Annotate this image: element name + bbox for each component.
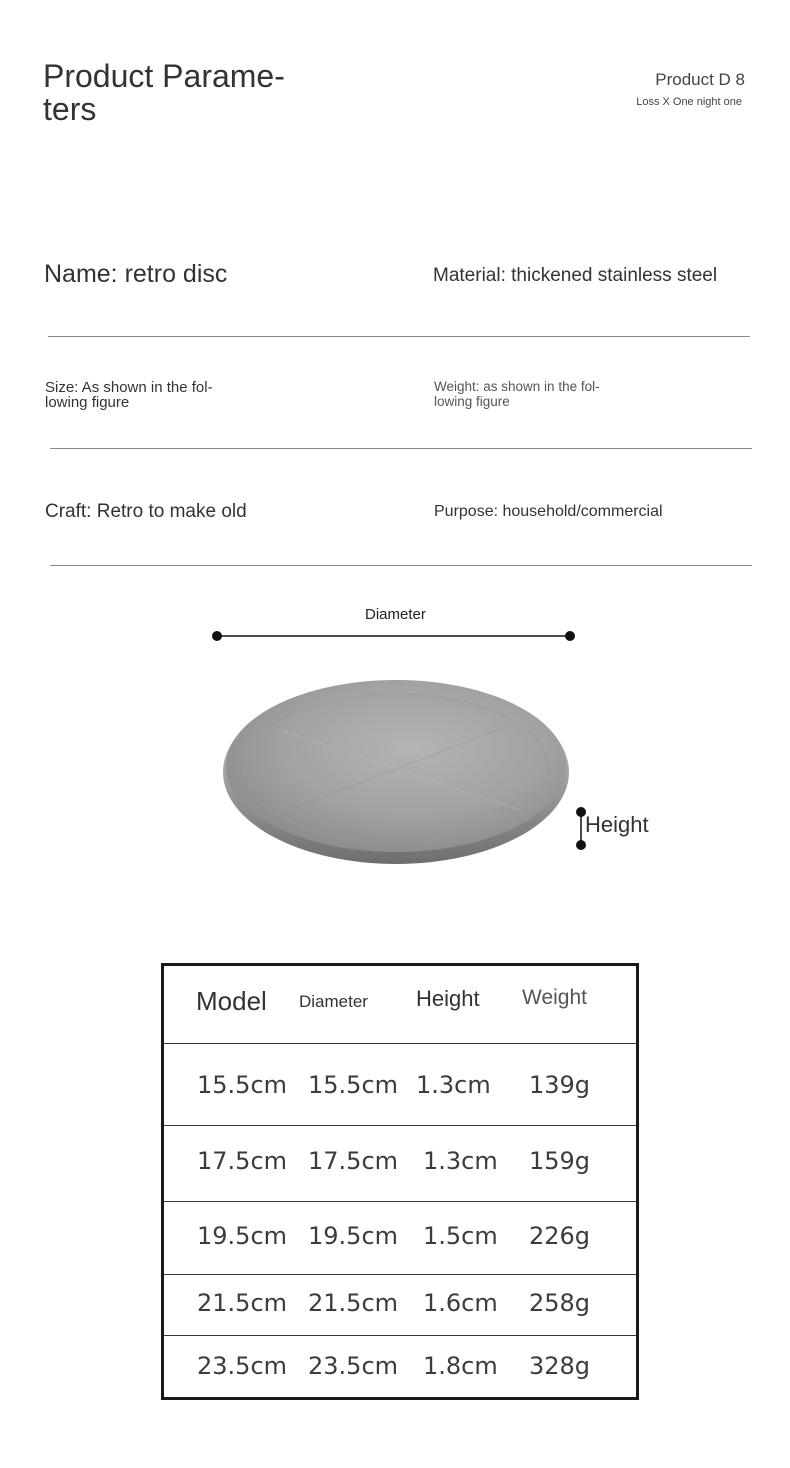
table-cell: 17.5cm bbox=[308, 1147, 399, 1175]
height-dot-bottom bbox=[576, 840, 586, 850]
table-cell: 15.5cm bbox=[197, 1071, 288, 1099]
diameter-label: Diameter bbox=[365, 606, 426, 623]
table-cell: 1.3cm bbox=[423, 1147, 498, 1175]
param-material: Material: thickened stainless steel bbox=[433, 265, 718, 286]
param-weight: Weight: as shown in the fol-lowing figure bbox=[434, 379, 600, 409]
table-cell: 159g bbox=[529, 1147, 591, 1175]
table-header-diameter: Diameter bbox=[299, 992, 368, 1011]
divider bbox=[50, 565, 752, 566]
table-header-model: Model bbox=[196, 986, 267, 1016]
row-divider bbox=[164, 1201, 636, 1202]
row-divider bbox=[164, 1043, 636, 1044]
table-cell: 1.8cm bbox=[423, 1352, 498, 1380]
table-cell: 1.5cm bbox=[423, 1222, 498, 1250]
table-cell: 21.5cm bbox=[197, 1289, 288, 1317]
table-cell: 226g bbox=[529, 1222, 591, 1250]
table-cell: 15.5cm bbox=[308, 1071, 399, 1099]
table-header-weight: Weight bbox=[522, 986, 587, 1009]
table-cell: 21.5cm bbox=[308, 1289, 399, 1317]
row-divider bbox=[164, 1125, 636, 1126]
row-divider bbox=[164, 1335, 636, 1336]
spec-table bbox=[161, 963, 639, 1400]
table-cell: 258g bbox=[529, 1289, 591, 1317]
divider bbox=[50, 448, 752, 449]
table-cell: 17.5cm bbox=[197, 1147, 288, 1175]
table-cell: 1.6cm bbox=[423, 1289, 498, 1317]
param-craft: Craft: Retro to make old bbox=[45, 501, 247, 522]
page-title: Product Parame-ters bbox=[43, 58, 285, 127]
product-subtitle: Loss X One night one bbox=[636, 96, 742, 108]
divider bbox=[48, 336, 750, 337]
table-cell: 19.5cm bbox=[308, 1222, 399, 1250]
table-cell: 23.5cm bbox=[308, 1352, 399, 1380]
param-name: Name: retro disc bbox=[44, 260, 228, 288]
param-size: Size: As shown in the fol-lowing figure bbox=[45, 379, 213, 411]
table-header-height: Height bbox=[416, 986, 480, 1011]
table-cell: 328g bbox=[529, 1352, 591, 1380]
table-cell: 1.3cm bbox=[416, 1071, 491, 1099]
height-label: Height bbox=[585, 812, 649, 837]
table-cell: 139g bbox=[529, 1071, 591, 1099]
plate-diagram bbox=[200, 620, 600, 870]
table-cell: 19.5cm bbox=[197, 1222, 288, 1250]
plate-surface bbox=[226, 680, 566, 852]
table-cell: 23.5cm bbox=[197, 1352, 288, 1380]
param-purpose: Purpose: household/commercial bbox=[434, 503, 663, 520]
row-divider bbox=[164, 1274, 636, 1275]
diameter-dot-right bbox=[565, 631, 575, 641]
product-code: Product D 8 bbox=[655, 70, 745, 89]
diameter-dot-left bbox=[212, 631, 222, 641]
